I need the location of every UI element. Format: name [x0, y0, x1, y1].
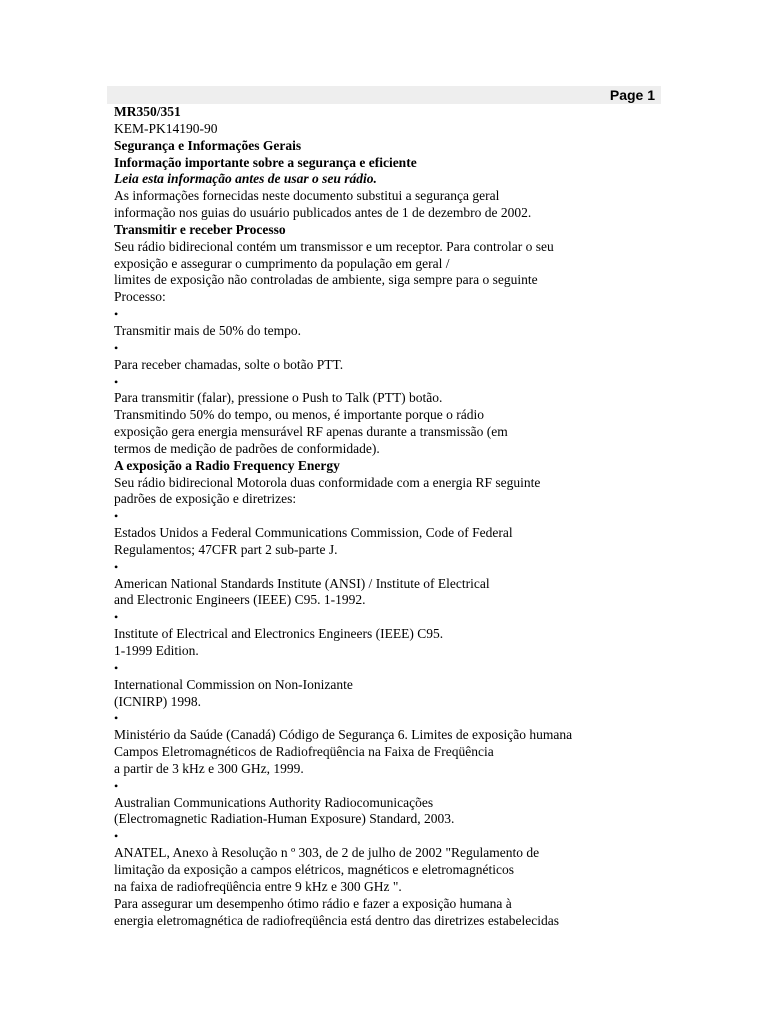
- document-body: [114, 104, 674, 929]
- bullet-text: 1-1999 Edition.: [114, 643, 199, 658]
- text-line: Processo:: [114, 289, 166, 305]
- bullet-text: limitação da exposição a campos elétricos, magnéticos e eletromagnéticos: [114, 861, 514, 877]
- bullet-marker: •: [114, 559, 119, 574]
- model-title: MR350/351: [114, 104, 181, 119]
- bullet-text: and Electronic Engineers (IEEE) C95. 1-1992.: [114, 592, 366, 608]
- subheading-important-info: Informação importante sobre a segurança e eficiente: [114, 154, 417, 170]
- document-code: KEM-PK14190-90: [114, 120, 218, 136]
- bullet-text: Regulamentos; 47CFR part 2 sub-parte J.: [114, 541, 338, 557]
- bullet-marker: •: [114, 509, 119, 524]
- text-line: padrões de exposição e diretrizes:: [114, 491, 297, 507]
- text-line: exposição gera energia mensurável RF apenas durante a transmissão (em: [114, 424, 508, 440]
- text-line: Seu rádio bidirecional Motorola duas conformidade com a energia RF seguinte: [114, 474, 541, 490]
- bullet-text: (ICNIRP) 1998.: [114, 693, 201, 709]
- page-header-bar: [107, 86, 661, 104]
- bullet-text: Para transmitir (falar), pressione o Push to Talk (PTT) botão.: [114, 390, 443, 406]
- text-line: limites de exposição não controladas de ambiente, siga sempre para o seguinte: [114, 272, 538, 288]
- bullet-marker: •: [114, 778, 119, 793]
- section-heading-transmit-receive: Transmitir e receber Processo: [114, 221, 286, 237]
- bullet-text: ANATEL, Anexo à Resolução n º 303, de 2 de julho de 2002 "Regulamento de: [114, 845, 540, 861]
- text-line: Seu rádio bidirecional contém um transmissor e um receptor. Para controlar o seu: [114, 238, 554, 254]
- text-line: Transmitindo 50% do tempo, ou menos, é importante porque o rádio: [114, 407, 484, 423]
- bullet-marker: •: [114, 660, 119, 675]
- text-line: informação nos guias do usuário publicados antes de 1 de dezembro de 2002.: [114, 205, 532, 221]
- bullet-text: Institute of Electrical and Electronics Engineers (IEEE) C95.: [114, 626, 444, 642]
- bullet-marker: •: [114, 340, 119, 355]
- text-line: termos de medição de padrões de conformidade).: [114, 440, 380, 456]
- bullet-text: Transmitir mais de 50% do tempo.: [114, 322, 301, 338]
- bullet-marker: •: [114, 711, 119, 726]
- bullet-text: American National Standards Institute (ANSI) / Institute of Electrical: [114, 575, 490, 591]
- text-line: energia eletromagnética de radiofreqüência está dentro das diretrizes estabelecidas: [114, 912, 560, 928]
- bullet-text: Australian Communications Authority Radiocomunicações: [114, 794, 434, 810]
- bullet-marker: •: [114, 307, 119, 322]
- section-heading-safety: Segurança e Informações Gerais: [114, 137, 302, 153]
- bullet-text: (Electromagnetic Radiation-Human Exposure) Standard, 2003.: [114, 811, 455, 827]
- bullet-text: Para receber chamadas, solte o botão PTT.: [114, 356, 344, 372]
- text-line: Para assegurar um desempenho ótimo rádio e fazer a exposição humana à: [114, 895, 512, 911]
- bullet-text: Estados Unidos a Federal Communications Commission, Code of Federal: [114, 525, 513, 541]
- text-line: exposição e assegurar o cumprimento da população em geral /: [114, 255, 450, 271]
- section-heading-rf-exposure: A exposição a Radio Frequency Energy: [114, 457, 340, 473]
- bullet-text: a partir de 3 kHz e 300 GHz, 1999.: [114, 760, 304, 776]
- text-line: As informações fornecidas neste documento substitui a segurança geral: [114, 188, 500, 204]
- bullet-marker: •: [114, 829, 119, 844]
- notice-read-before-use: Leia esta informação antes de usar o seu rádio.: [114, 171, 377, 187]
- bullet-marker: •: [114, 374, 119, 389]
- bullet-text: Ministério da Saúde (Canadá) Código de Segurança 6. Limites de exposição humana: [114, 727, 573, 743]
- bullet-text: International Commission on Non-Ionizante: [114, 676, 353, 692]
- page-number-label: Page 1: [609, 87, 655, 103]
- bullet-text: na faixa de radiofreqüência entre 9 kHz e 300 GHz ".: [114, 878, 402, 894]
- bullet-text: Campos Eletromagnéticos de Radiofreqüência na Faixa de Freqüência: [114, 744, 494, 760]
- bullet-marker: •: [114, 610, 119, 625]
